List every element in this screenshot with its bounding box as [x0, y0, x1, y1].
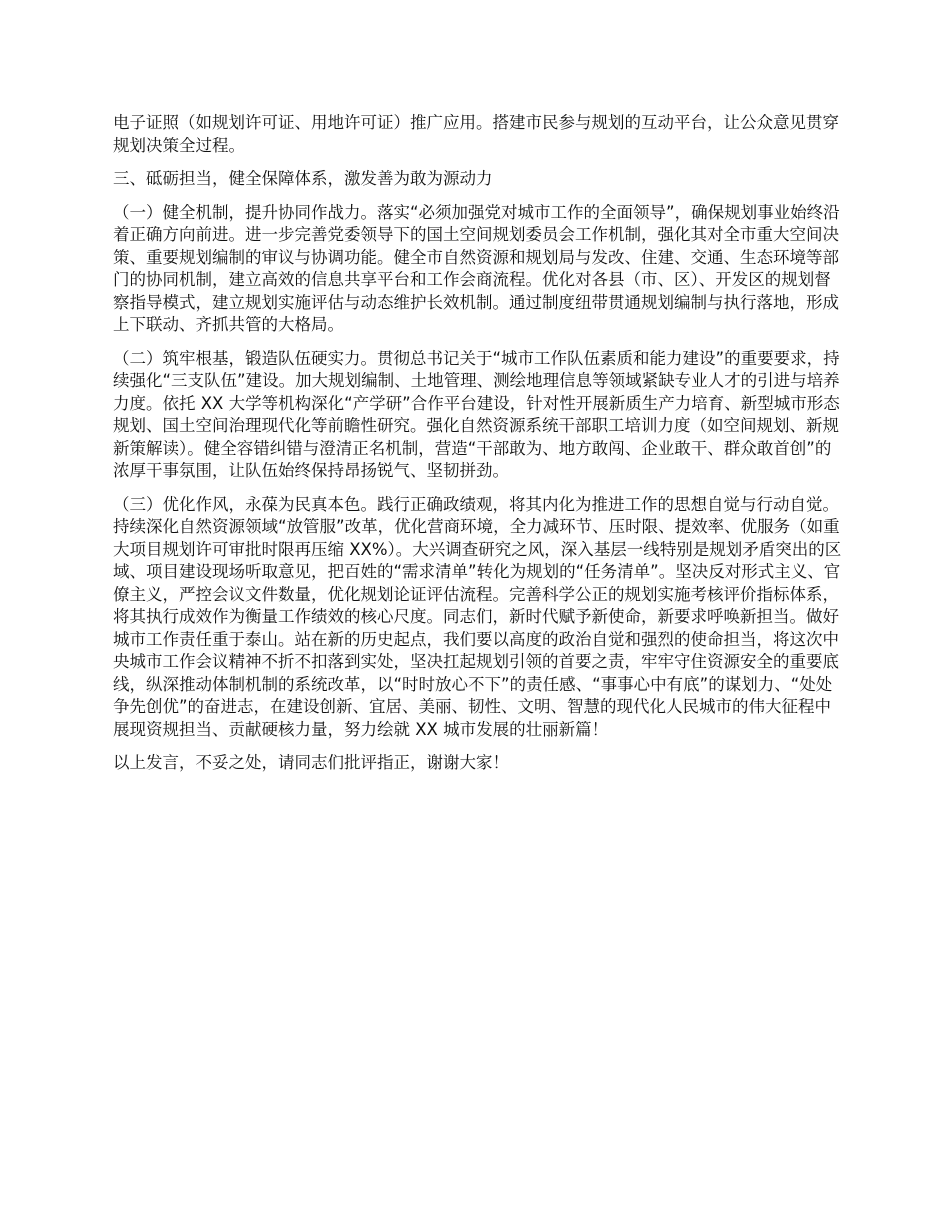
body-paragraph: （三）优化作风，永葆为民真本色。践行正确政绩观，将其内化为推进工作的思想自觉与行动自觉。持续深化自然资源领域“放管服”改革，优化营商环境，全力减环节、压时限、提效率、优服务（如重大项目规划许可审批时限再压缩 XX%）。大兴调查研究之风，深入基层一线特别是规划矛盾突出的区域、项目建设现场听取意见，把百姓的“需求清单”转化为规划的“任务清单”。坚决反对形式主义、官僚主义，严控会议文件数量，优化规划论证评估流程。完善科学公正的规划实施考核评价指标体系，将其执行成效作为衡量工作绩效的核心尺度。同志们，新时代赋予新使命，新要求呼唤新担当。做好城市工作责任重于泰山。站在新的历史起点，我们要以高度的政治自觉和强烈的使命担当，将这次中央城市工作会议精神不折不扣落到实处，坚决扛起规划引领的首要之责，牢牢守住资源安全的重要底线，纵深推动体制机制的系统改革，以“时时放心不下”的责任感、“事事心中有底”的谋划力、“处处争先创优”的奋进志，在建设创新、宜居、美丽、韧性、文明、智慧的现代化人民城市的伟大征程中展现资规担当、贡献硬核力量，努力绘就 XX 城市发展的壮丽新篇！ — [113, 494, 842, 739]
section-heading: 三、砥砺担当，健全保障体系，激发善为敢为源动力 — [113, 169, 493, 188]
body-paragraph: （二）筑牢根基，锻造队伍硬实力。贯彻总书记关于“城市工作队伍素质和能力建设”的重要要求，持续强化“三支队伍”建设。加大规划编制、土地管理、测绘地理信息等领域紧缺专业人才的引进与培养力度。依托 XX 大学等机构深化“产学研”合作平台建设，针对性开展新质生产力培育、新型城市形态规划、国土空间治理现代化等前瞻性研究。强化自然资源系统干部职工培训力度（如空间规划、新规新策解读）。健全容错纠错与澄清正名机制，营造“干部敢为、地方敢闯、企业敢干、群众敢首创”的浓厚干事氛围，让队伍始终保持昂扬锐气、坚韧拼劲。 — [113, 348, 840, 480]
closing-paragraph: 以上发言，不妥之处，请同志们批评指正，谢谢大家！ — [113, 753, 509, 772]
document-body — [113, 112, 845, 786]
body-paragraph: 电子证照（如规划许可证、用地许可证）推广应用。搭建市民参与规划的互动平台，让公众意见贯穿规划决策全过程。 — [113, 113, 839, 155]
body-paragraph: （一）健全机制，提升协同作战力。落实“必须加强党对城市工作的全面领导”，确保规划事业始终沿着正确方向前进。进一步完善党委领导下的国土空间规划委员会工作机制，强化其对全市重大空间决策、重要规划编制的审议与协调功能。健全市自然资源和规划局与发改、住建、交通、生态环境等部门的协同机制，建立高效的信息共享平台和工作会商流程。优化对各县（市、区）、开发区的规划督察指导模式，建立规划实施评估与动态维护长效机制。通过制度纽带贯通规划编制与执行落地，形成上下联动、齐抓共管的大格局。 — [113, 202, 840, 334]
